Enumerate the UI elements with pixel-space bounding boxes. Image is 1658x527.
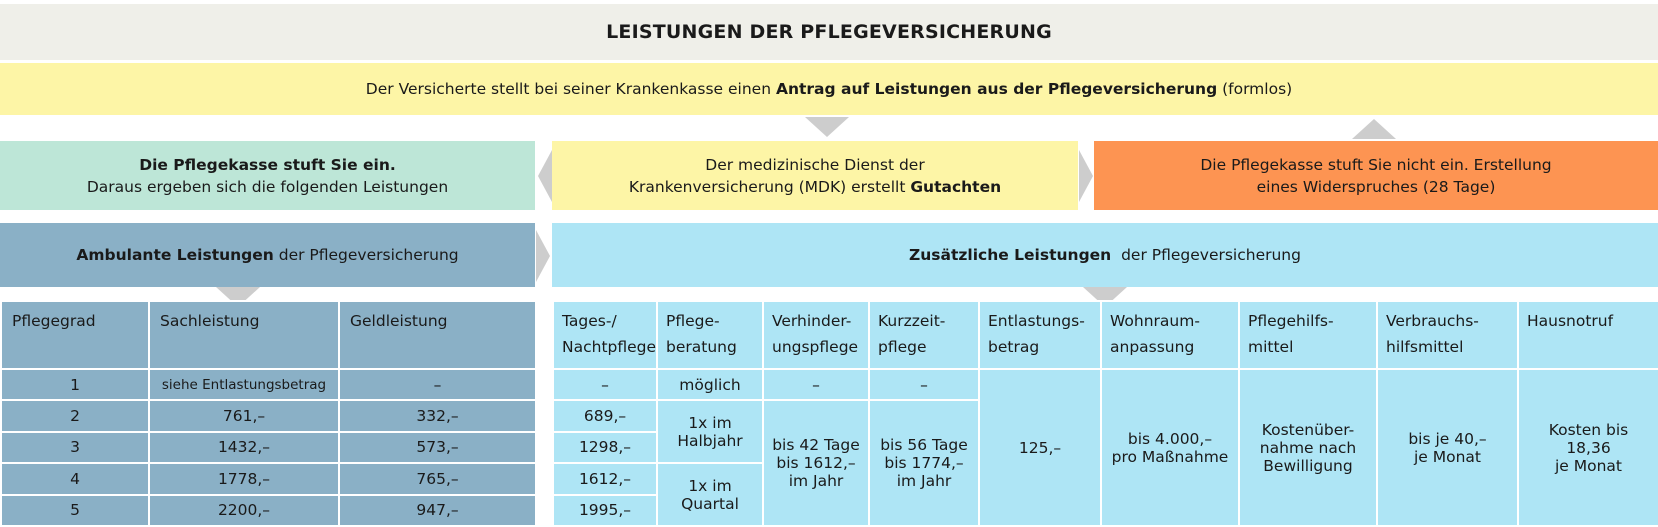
step-mdk-line2: Krankenversicherung (MDK) erstellt xyxy=(628,177,911,196)
header-kurzzeitpflege: Kurzzeit- pflege xyxy=(869,301,979,369)
table-row xyxy=(553,369,1658,400)
cell-tages-pg1: – xyxy=(553,369,657,400)
intro-text xyxy=(366,80,1292,98)
intro-text-post: (formlos) xyxy=(1217,80,1293,98)
header-pflegeberatung: Pflege- beratung xyxy=(657,301,763,369)
section-zusatz-title: Zusätzliche Leistungen xyxy=(909,246,1112,264)
step-mdk-line1: Der medizinische Dienst der xyxy=(705,155,925,174)
cell-geldleistung: 947,– xyxy=(339,495,536,526)
cell-sachleistung: 1778,– xyxy=(149,463,339,494)
cell-geldleistung: – xyxy=(339,369,536,400)
cell-sachleistung: 2200,– xyxy=(149,495,339,526)
cell-geldleistung: 765,– xyxy=(339,463,536,494)
cell-beratung-pg1: möglich xyxy=(657,369,763,400)
step-eingestuft-text: Daraus ergeben sich die folgenden Leistungen xyxy=(86,177,449,196)
cell-hausnotruf: Kosten bis 18,36 je Monat xyxy=(1518,369,1658,526)
header-sachleistung: Sachleistung xyxy=(149,301,339,369)
header-entlastungsbetrag: Entlastungs- betrag xyxy=(979,301,1101,369)
section-ambulante-leistungen xyxy=(0,223,535,287)
cell-wohnraumanpassung: bis 4.000,– pro Maßnahme xyxy=(1101,369,1239,526)
cell-pflegegrad: 1 xyxy=(1,369,149,400)
table-header-row xyxy=(1,301,536,369)
cell-pflegegrad: 3 xyxy=(1,432,149,463)
cell-verbrauchshilfsmittel: bis je 40,– je Monat xyxy=(1377,369,1518,526)
cell-tages-pg2: 689,– xyxy=(553,400,657,431)
arrow-right-to-widerspruch-icon xyxy=(1079,150,1093,202)
section-zusatz-rest: der Pflegeversicherung xyxy=(1111,246,1301,264)
header-hausnotruf: Hausnotruf xyxy=(1518,301,1658,369)
header-tages-nachtpflege: Tages-/ Nachtpflege xyxy=(553,301,657,369)
table-header-row xyxy=(553,301,1658,369)
section-zusaetzliche-leistungen xyxy=(552,223,1658,287)
cell-beratung-quartal: 1x im Quartal xyxy=(657,463,763,526)
page-title-text: LEISTUNGEN DER PFLEGEVERSICHERUNG xyxy=(606,21,1052,43)
section-ambulant-title: Ambulante Leistungen xyxy=(76,246,274,264)
step-box-eingestuft xyxy=(0,141,535,210)
intro-bar xyxy=(0,63,1658,115)
arrow-right-to-zusatz-icon xyxy=(536,230,550,282)
header-verhinderungspflege: Verhinder- ungspflege xyxy=(763,301,869,369)
zusaetzliche-leistungen-table xyxy=(552,300,1658,527)
cell-verhinderungspflege: bis 42 Tage bis 1612,– im Jahr xyxy=(763,400,869,526)
header-geldleistung: Geldleistung xyxy=(339,301,536,369)
cell-sachleistung: 761,– xyxy=(149,400,339,431)
cell-pflegegrad: 5 xyxy=(1,495,149,526)
step-mdk-gutachten: Gutachten xyxy=(910,177,1002,196)
cell-entlastungsbetrag: 125,– xyxy=(979,369,1101,526)
table-row xyxy=(1,463,536,494)
table-row xyxy=(1,400,536,431)
cell-sachleistung: siehe Entlastungsbetrag xyxy=(149,369,339,400)
header-wohnraumanpassung: Wohnraum- anpassung xyxy=(1101,301,1239,369)
arrow-up-from-widerspruch-icon xyxy=(1352,119,1396,139)
cell-tages-pg4: 1612,– xyxy=(553,463,657,494)
cell-beratung-halbjahr: 1x im Halbjahr xyxy=(657,400,763,463)
table-row xyxy=(1,495,536,526)
step-eingestuft-title: Die Pflegekasse stuft Sie ein. xyxy=(139,155,396,174)
step-box-nicht-eingestuft xyxy=(1094,141,1658,210)
header-pflegegrad: Pflegegrad xyxy=(1,301,149,369)
cell-pflegegrad: 2 xyxy=(1,400,149,431)
step-nicht-eingestuft-line2: eines Widerspruches (28 Tage) xyxy=(1256,177,1496,196)
header-pflegehilfsmittel: Pflegehilfs- mittel xyxy=(1239,301,1377,369)
cell-tages-pg3: 1298,– xyxy=(553,432,657,463)
page-title xyxy=(0,4,1658,60)
cell-sachleistung: 1432,– xyxy=(149,432,339,463)
cell-tages-pg5: 1995,– xyxy=(553,495,657,526)
cell-kurzzeit-pg1: – xyxy=(869,369,979,400)
step-box-mdk-gutachten xyxy=(552,141,1078,210)
arrow-down-to-mdk-icon xyxy=(805,117,849,137)
table-row xyxy=(1,432,536,463)
cell-pflegegrad: 4 xyxy=(1,463,149,494)
step-nicht-eingestuft-line1: Die Pflegekasse stuft Sie nicht ein. Erstellung xyxy=(1200,155,1552,174)
arrow-left-to-eingestuft-icon xyxy=(538,150,552,202)
ambulante-leistungen-table xyxy=(0,300,537,527)
intro-text-bold: Antrag auf Leistungen aus der Pflegeversicherung xyxy=(775,80,1218,98)
table-row xyxy=(1,369,536,400)
header-verbrauchshilfsmittel: Verbrauchs- hilfsmittel xyxy=(1377,301,1518,369)
cell-kurzzeitpflege: bis 56 Tage bis 1774,– im Jahr xyxy=(869,400,979,526)
cell-geldleistung: 573,– xyxy=(339,432,536,463)
cell-verhinderung-pg1: – xyxy=(763,369,869,400)
cell-pflegehilfsmittel: Kostenüber- nahme nach Bewilligung xyxy=(1239,369,1377,526)
cell-geldleistung: 332,– xyxy=(339,400,536,431)
section-ambulant-rest: der Pflegeversicherung xyxy=(273,246,459,264)
intro-text-pre: Der Versicherte stellt bei seiner Krankenkasse einen xyxy=(365,80,776,98)
